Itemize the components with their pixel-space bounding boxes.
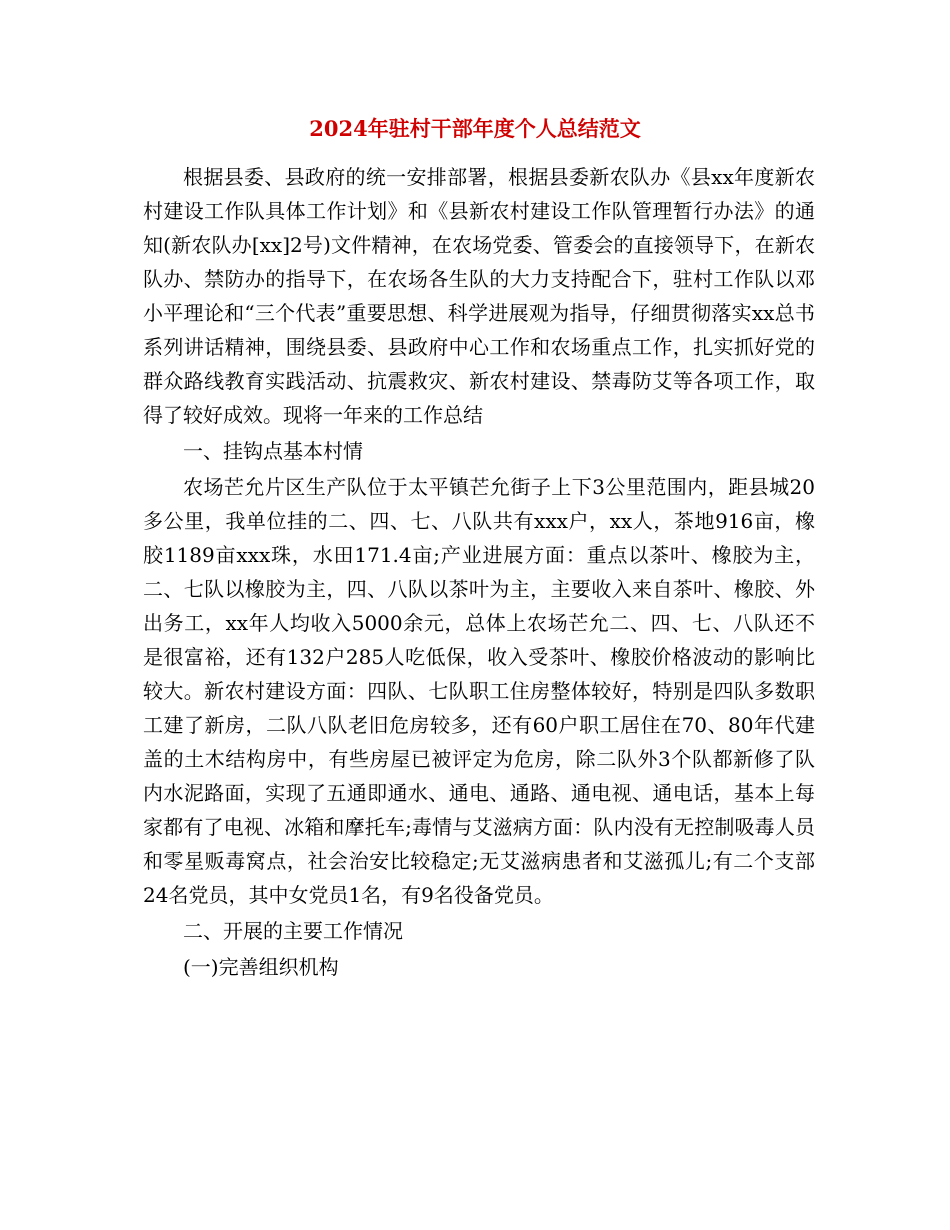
section-heading-2: 二、开展的主要工作情况 xyxy=(183,919,403,943)
paragraph-village-info: 农场芒允片区生产队位于太平镇芒允街子上下3公里范围内，距县城20多公里，我单位挂的二、四、七、八队共有xxx户，xx人，茶地916亩，橡胶1189亩xxx珠，水田171.4亩;产业进展方面：重点以茶叶、橡胶为主，二、七队以橡胶为主，四、八队以茶叶为主，主要收入来自茶叶、橡胶、外出务工，xx年人均收入5000余元，总体上农场芒允二、四、七、八队还不是很富裕，还有132户285人吃低保，收入受茶叶、橡胶价格波动的影响比较大。新农村建设方面：四队、七队职工住房整体较好，特别是四队多数职工建了新房，二队八队老旧危房较多，还有60户职工居住在70、80年代建盖的土木结构房中，有些房屋已被评定为危房，除二队外3个队都新修了队内水泥路面，实现了五通即通水、通电、通路、通电视、通电话，基本上每家都有了电视、冰箱和摩托车;毒情与艾滋病方面：队内没有无控制吸毒人员和零星贩毒窝点，社会治安比较稳定;无艾滋病患者和艾滋孤儿;有二个支部24名党员，其中女党员1名，有9名役备党员。 xyxy=(143,475,815,907)
subsection-heading-1: (一)完善组织机构 xyxy=(183,955,339,979)
paragraph-intro: 根据县委、县政府的统一安排部署，根据县委新农队办《县xx年度新农村建设工作队具体工作计划》和《县新农村建设工作队管理暂行办法》的通知(新农队办[xx]2号)文件精神，在农场党委、管委会的直接领导下，在新农队办、禁防办的指导下，在农场各生队的大力支持配合下，驻村工作队以邓小平理论和“三个代表”重要思想、科学进展观为指导，仔细贯彻落实xx总书系列讲话精神，围绕县委、县政府中心工作和农场重点工作，扎实抓好党的群众路线教育实践活动、抗震救灾、新农村建设、禁毒防艾等各项工作，取得了较好成效。现将一年来的工作总结 xyxy=(143,165,815,427)
section-heading-1: 一、挂钩点基本村情 xyxy=(183,439,363,463)
document-body xyxy=(143,160,815,986)
document-title: 2024年驻村干部年度个人总结范文 xyxy=(309,116,641,141)
